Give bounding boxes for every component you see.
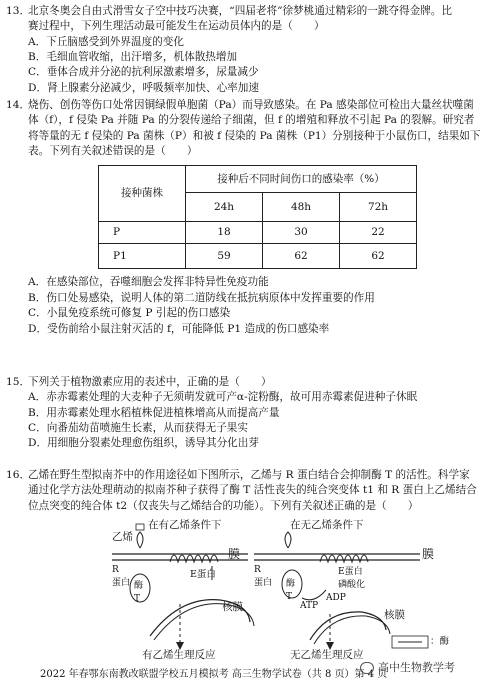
table-header-24h: 24h <box>186 193 263 222</box>
right-nucleus-membrane-inner <box>314 616 390 644</box>
q13-number: 13． <box>6 5 31 17</box>
ethylene-molecule-icon <box>136 524 144 530</box>
figure-left-nucleus-label: 核膜 <box>222 601 243 613</box>
q14-stem <box>6 98 484 113</box>
q15-stem <box>6 375 484 390</box>
q15-option-a: A．赤赤霉素处理的大麦种子无须萌发就可产α-淀粉酶，故可用赤霉素促进种子休眠 <box>28 391 418 404</box>
q14-option-c: C．小鼠免疫系统可修复 P 引起的伤口感染 <box>28 307 231 320</box>
figure-enzyme-legend-label: ：酶 <box>430 636 450 647</box>
q16-number: 16． <box>6 469 31 481</box>
right-nucleus-membrane <box>310 612 386 640</box>
figure-left-title: 在有乙烯条件下 <box>148 519 222 531</box>
left-e-protein-coil <box>170 555 218 562</box>
table-header-72h: 72h <box>340 193 417 222</box>
figure-e-protein-label: E蛋白 <box>190 569 216 580</box>
q14-stem-line3: 将等量的无 f 侵染的 Pa 菌株（P）和被 f 侵染的 Pa 菌株（P1）分别接种于小鼠伤口，结果如下 <box>28 129 481 142</box>
figure-enzyme-t-label: 酶 T <box>134 581 144 605</box>
question-13 <box>6 4 484 96</box>
table-row <box>99 222 417 244</box>
q14-stem-line2: 体（f），f 侵染 Pa 并随 Pa 的分裂传递给子细菌，但 f 的增殖和释放不引起 Pa 的裂解。研究者 <box>28 114 475 127</box>
figure-right-result: 无乙烯生理反应 <box>290 649 364 661</box>
figure-right-membrane-label: 膜 <box>422 547 435 561</box>
footer-text: 2022 年春鄂东南教改联盟学校五月模拟考 高三生物学试卷（共 8 页）第 4 页 <box>40 669 388 680</box>
q15-stem-line1: 下列关于植物激素应用的表述中，正确的是（ ） <box>28 376 272 388</box>
left-r-protein <box>137 532 143 548</box>
q16-stem-line1: 乙烯在野生型拟南芥中的作用途径如下图所示，乙烯与 R 蛋白结合会抑制酶 T 的活性。科学家 <box>28 469 470 481</box>
watermark-text: 高中生物教学考 <box>378 661 455 674</box>
q14-stem-line1: 烧伤、创伤等伤口处常因铜绿假单胞菌（Pa）而导致感染。在 Pa 感染部位可检出大量丝状噬菌 <box>28 99 474 111</box>
q13-stem-line1: 北京冬奥会自由式滑雪女子空中技巧决赛，“四届老将”徐梦桃通过精彩的一跳夺得金牌。比 <box>28 5 452 17</box>
figure-r-protein-label: R 蛋白 <box>112 565 131 589</box>
figure-right-nucleus-label: 核膜 <box>384 609 405 621</box>
q15-option-b: B．用赤霉素处理水稻植株促进植株增高从而提高产量 <box>28 406 280 419</box>
q13-stem <box>6 4 484 19</box>
watermark <box>360 660 455 676</box>
q15-number: 15． <box>6 376 31 388</box>
table-cell: 22 <box>340 222 417 244</box>
figure-left-result: 有乙烯生理反应 <box>142 649 216 661</box>
page-footer <box>0 661 490 684</box>
table-cell-label: P <box>99 222 186 244</box>
figure-right-r-protein-label: R 蛋白 <box>254 565 273 589</box>
q13-option-d: D．肾上腺素分泌减少，呼吸频率加快、心率加速 <box>28 81 259 94</box>
table-header-48h: 48h <box>263 193 340 222</box>
ethylene-pathway-figure <box>0 518 490 664</box>
infection-rate-table <box>98 165 417 269</box>
question-16 <box>6 468 484 514</box>
q14-number: 14． <box>6 99 31 111</box>
figure-right-enzyme-t-label: 酶 T <box>286 579 296 603</box>
table-cell: 30 <box>263 222 340 244</box>
q14-option-a: A．在感染部位，吞噬细胞会发挥非特异性免疫功能 <box>28 276 269 289</box>
q16-stem-line3: 位点突变的纯合体 t2（仅丧失与乙烯结合的功能）。下列有关叙述正确的是（ ） <box>28 499 419 512</box>
q13-option-b: B．毛细血管收缩，出汗增多，机体散热增加 <box>28 51 238 64</box>
right-e-protein-coil <box>320 555 368 562</box>
q14-option-b: B．伤口处易感染，说明人体的第二道防线在抵抗病原体中发挥重要的作用 <box>28 291 375 304</box>
table-header-group: 接种后不同时间伤口的感染率（%） <box>186 166 417 193</box>
question-14 <box>6 98 484 337</box>
q13-option-a: A．下丘脑感受到外界温度的变化 <box>28 35 184 48</box>
right-r-protein <box>285 532 291 548</box>
figure-membrane-label: 膜 <box>228 547 241 561</box>
figure-e-phospho-label: E蛋白 磷酸化 <box>338 567 366 591</box>
figure-ethylene-label: 乙烯 <box>112 531 133 543</box>
q16-stem <box>6 468 484 483</box>
q15-option-d: D．用细胞分裂素处理愈伤组织，诱导其分化出芽 <box>28 437 259 450</box>
q13-stem-line2: 赛过程中，下列生理活动最可能发生在运动员体内的是（ ） <box>28 20 325 33</box>
figure-adp-label: ADP <box>326 593 346 603</box>
wechat-icon <box>360 662 374 674</box>
table-cell: 62 <box>263 244 340 269</box>
q14-option-d: D．受伤前给小鼠注射灭活的 f，可能降低 P1 造成的伤口感染率 <box>28 322 330 335</box>
atp-adp-curve <box>302 590 326 600</box>
table-cell: 59 <box>186 244 263 269</box>
table-cell: 18 <box>186 222 263 244</box>
figure-right-title: 在无乙烯条件下 <box>290 519 364 531</box>
q14-stem-line4: 表。下列有关叙述错误的是（ ） <box>28 145 198 158</box>
table-cell-label: P1 <box>99 244 186 269</box>
q13-option-c: C．垂体合成并分泌的抗利尿激素增多，尿量减少 <box>28 66 259 79</box>
pathway-diagram <box>0 518 490 664</box>
q16-stem-line2: 通过化学方法处理萌动的拟南芥种子获得了酶 T 活性丧失的纯合突变体 t1 和 R 蛋白上乙烯结合 <box>28 484 477 497</box>
table-header-strain: 接种菌株 <box>99 166 186 222</box>
question-15 <box>6 375 484 452</box>
q15-option-c: C．向番茄幼苗喷施生长素，从而获得无子果实 <box>28 422 248 435</box>
figure-atp-label: ATP <box>300 601 319 611</box>
table-cell: 62 <box>340 244 417 269</box>
table-row <box>99 244 417 269</box>
